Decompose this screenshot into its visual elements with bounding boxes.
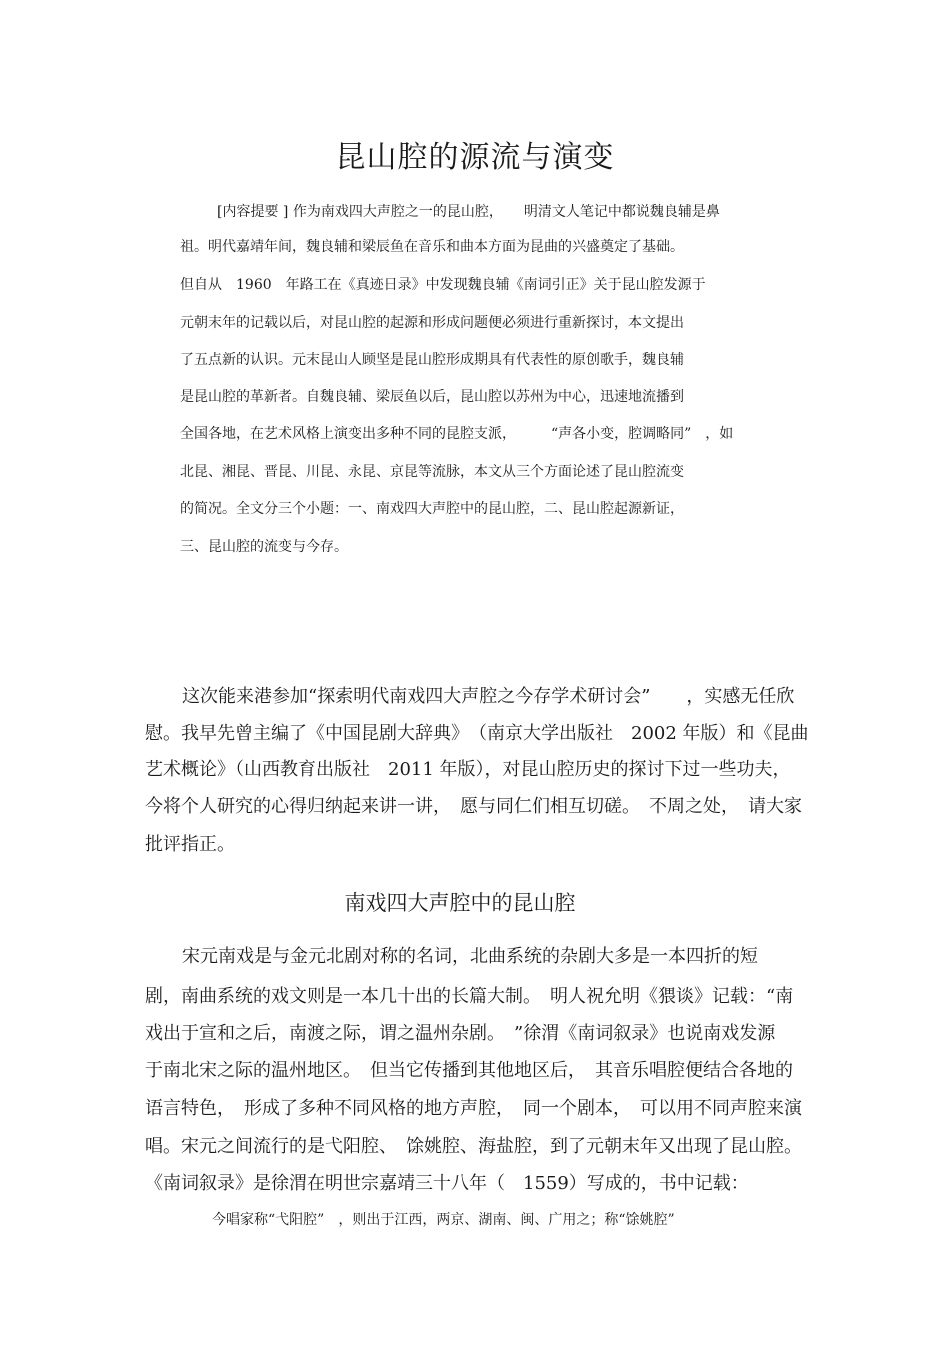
abstract-line: 祖。明代嘉靖年间，魏良辅和梁辰鱼在音乐和曲本方面为昆曲的兴盛奠定了基础。 xyxy=(180,239,684,255)
paragraph-line: 剧，南曲系统的戏文则是一本几十出的长篇大制。 明人祝允明《猥谈》记载：“南 xyxy=(145,986,794,1007)
abstract-line: 三、昆山腔的流变与今存。 xyxy=(180,539,348,555)
abstract-line: 但自从 1960 年路工在《真迹日录》中发现魏良辅《南词引正》关于昆山腔发源于 xyxy=(180,277,706,293)
paragraph-line: 于南北宋之际的温州地区。 但当它传播到其他地区后， 其音乐唱腔便结合各地的 xyxy=(145,1060,793,1081)
paragraph-line: 戏出于宣和之后，南渡之际，谓之温州杂剧。 ”徐渭《南词叙录》也说南戏发源 xyxy=(145,1023,776,1044)
abstract-line: 了五点新的认识。元末昆山人顾坚是昆山腔形成期具有代表性的原创歌手，魏良辅 xyxy=(180,352,684,368)
abstract-line: 是昆山腔的革新者。自魏良辅、梁辰鱼以后，昆山腔以苏州为中心，迅速地流播到 xyxy=(180,389,684,405)
block-quote: 今唱家称“弋阳腔” ，则出于江西，两京、湖南、闽、广用之；称“馀姚腔” xyxy=(212,1212,675,1228)
abstract-line: 的简况。全文分三个小题：一、南戏四大声腔中的昆山腔，二、昆山腔起源新证， xyxy=(180,501,684,517)
abstract-line: [内容提要 ] 作为南戏四大声腔之一的昆山腔， 明清文人笔记中都说魏良辅是鼻 xyxy=(217,204,720,220)
abstract-line: 全国各地，在艺术风格上演变出多种不同的昆腔支派， “声各小变，腔调略同” ，如 xyxy=(180,426,734,442)
paragraph-line: 这次能来港参加“探索明代南戏四大声腔之今存学术研讨会” ，实感无任欣 xyxy=(182,686,795,707)
paragraph-line: 批评指正。 xyxy=(145,834,235,855)
paragraph-line: 慰。我早先曾主编了《中国昆剧大辞典》 （南京大学出版社 2002 年版）和《昆曲 xyxy=(145,723,809,744)
abstract-line: 元朝末年的记载以后，对昆山腔的起源和形成问题便必须进行重新探讨，本文提出 xyxy=(180,315,684,331)
paragraph-line: 唱。宋元之间流行的是弋阳腔、 馀姚腔、海盐腔，到了元朝末年又出现了昆山腔。 xyxy=(145,1136,802,1157)
abstract-line: 北昆、湘昆、晋昆、川昆、永昆、京昆等流脉，本文从三个方面论述了昆山腔流变 xyxy=(180,464,684,480)
paragraph-line: 今将个人研究的心得归纳起来讲一讲， 愿与同仁们相互切磋。 不周之处， 请大家 xyxy=(145,796,802,817)
paragraph-line: 语言特色， 形成了多种不同风格的地方声腔， 同一个剧本， 可以用不同声腔来演 xyxy=(145,1098,802,1119)
section-heading: 南戏四大声腔中的昆山腔 xyxy=(344,891,576,915)
paragraph-line: 宋元南戏是与金元北剧对称的名词，北曲系统的杂剧大多是一本四折的短 xyxy=(182,946,758,967)
document-title: 昆山腔的源流与演变 xyxy=(335,140,615,175)
paragraph-line: 《南词叙录》是徐渭在明世宗嘉靖三十八年（ 1559）写成的，书中记载： xyxy=(145,1173,749,1194)
paragraph-line: 艺术概论》（山西教育出版社 2011 年版），对昆山腔历史的探讨下过一些功夫， xyxy=(145,759,791,780)
